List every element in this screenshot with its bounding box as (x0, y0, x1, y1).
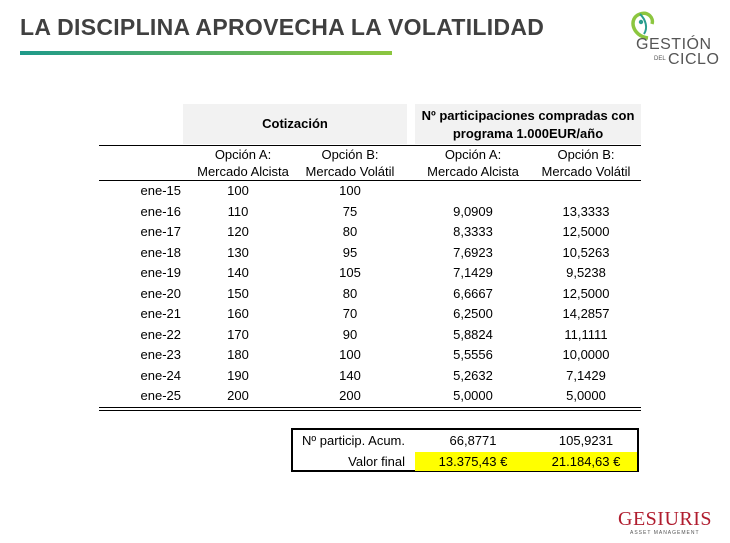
cell-d: 13,3333 (562, 203, 610, 219)
cell-b: 100 (339, 347, 361, 362)
table-bottom-rule-1 (99, 407, 641, 408)
valor-final-label: Valor final (348, 454, 405, 469)
cell-c: 8,3333 (453, 224, 493, 239)
cell-a: 200 (227, 388, 249, 403)
cell-a: 180 (227, 347, 249, 362)
header-top-rule (99, 145, 641, 146)
cell-b: 105 (339, 265, 361, 280)
cell-c: 6,6667 (453, 285, 493, 301)
gesiuris-logo: GESIURIS (618, 508, 713, 530)
cell-date: ene-17 (140, 224, 181, 239)
cell-b: 80 (342, 224, 358, 239)
logo-text-gestion: GESTIÓN (636, 36, 712, 53)
col-d-header-l2: Mercado Volátil (541, 164, 631, 179)
cell-c: 7,1429 (453, 265, 493, 280)
cell-c: 9,0909 (453, 203, 493, 219)
cell-date: ene-16 (140, 203, 181, 219)
cell-d: 12,5000 (562, 285, 610, 301)
page-title: LA DISCIPLINA APROVECHA LA VOLATILIDAD (20, 14, 545, 40)
gesiuris-subtitle: ASSET MANAGEMENT (630, 530, 700, 536)
cell-a: 100 (227, 183, 249, 198)
cell-d: 9,5238 (566, 265, 606, 280)
cell-c: 5,0000 (453, 388, 493, 403)
cell-d: 11,1111 (564, 326, 608, 342)
logo-text-del: DEL (654, 56, 666, 62)
cell-a: 150 (227, 285, 249, 301)
cell-c: 6,2500 (453, 306, 493, 321)
header-bottom-rule (99, 180, 641, 181)
cell-a: 140 (227, 265, 249, 280)
col-a-header-l1: Opción A: (214, 147, 272, 162)
table-bottom-rule-2 (99, 410, 641, 411)
acum-value-a: 66,8771 (449, 433, 497, 448)
cell-d: 7,1429 (566, 367, 606, 383)
cell-b: 70 (342, 306, 358, 321)
valor-final-b: 21.184,63 € (551, 454, 621, 469)
col-d-header-l1: Opción B: (557, 147, 615, 162)
col-c-header-l2: Mercado Alcista (427, 164, 519, 179)
col-b-header-l2: Mercado Volátil (305, 164, 395, 179)
cell-date: ene-20 (140, 285, 181, 301)
logo-text-ciclo: CICLO (668, 51, 720, 68)
col-a-header-l2: Mercado Alcista (197, 164, 289, 179)
cell-c: 5,5556 (453, 347, 493, 362)
cell-d: 14,2857 (562, 306, 610, 321)
title-underline (20, 51, 392, 55)
cell-date: ene-22 (140, 326, 181, 342)
cell-c: 5,2632 (453, 367, 493, 383)
cell-a: 160 (227, 306, 249, 321)
cell-b: 80 (342, 285, 358, 301)
cell-b: 140 (339, 367, 361, 383)
cell-date: ene-15 (140, 183, 181, 198)
cell-d: 10,0000 (562, 347, 610, 362)
valor-final-a: 13.375,43 € (438, 454, 508, 469)
cell-c: 5,8824 (453, 326, 493, 342)
cell-date: ene-24 (140, 367, 181, 383)
acum-value-b: 105,9231 (558, 433, 614, 448)
acum-label: Nº particip. Acum. (301, 433, 405, 448)
participaciones-header-line2: programa 1.000EUR/año (452, 126, 604, 141)
cell-a: 190 (227, 367, 249, 383)
cell-d: 12,5000 (562, 224, 610, 239)
cell-date: ene-25 (140, 388, 181, 403)
cell-a: 110 (227, 203, 249, 219)
col-c-header-l1: Opción A: (444, 147, 502, 162)
cotizacion-header: Cotización (262, 116, 328, 131)
cell-a: 130 (227, 244, 249, 260)
cell-d: 10,5263 (562, 244, 610, 260)
cell-b: 75 (342, 203, 358, 219)
cell-a: 170 (227, 326, 249, 342)
cell-d: 5,0000 (566, 388, 606, 403)
cell-c: 7,6923 (453, 244, 493, 260)
cell-date: ene-19 (140, 265, 181, 280)
cell-date: ene-18 (140, 244, 181, 260)
cell-b: 90 (342, 326, 358, 342)
col-b-header-l1: Opción B: (321, 147, 379, 162)
participaciones-header-line1: Nº participaciones compradas con (421, 108, 635, 123)
cell-a: 120 (227, 224, 249, 239)
cell-b: 100 (339, 183, 361, 198)
cell-b: 200 (339, 388, 361, 403)
cell-date: ene-21 (140, 306, 181, 321)
cell-b: 95 (342, 244, 358, 260)
cell-date: ene-23 (140, 347, 181, 362)
